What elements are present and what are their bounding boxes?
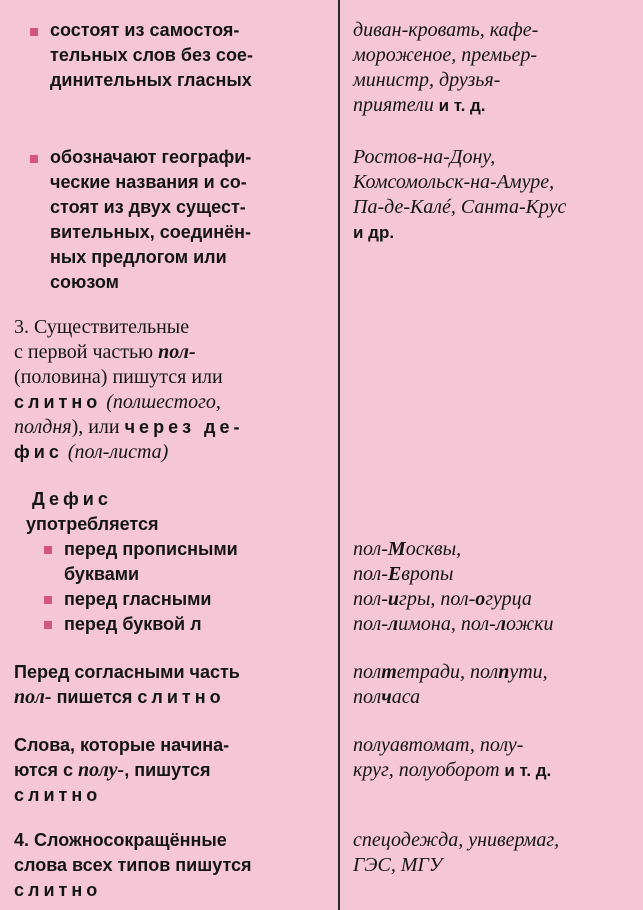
example-5-line-1	[353, 660, 638, 685]
text-segment: етради, пол	[396, 661, 499, 683]
rule-3-line-5	[14, 415, 329, 440]
italic-segment: (полшестого,	[101, 391, 221, 413]
example-4-line-4	[353, 612, 638, 637]
right-block-2	[353, 145, 638, 245]
bullet-icon	[30, 28, 38, 36]
text-segment: с первой частью	[14, 341, 159, 363]
left-b1-line-1: состоят из самостоя-	[50, 20, 240, 40]
rule-7-line-2: слова всех типов пишутся	[14, 855, 252, 875]
emphasis-segment: ч	[381, 686, 392, 708]
text-segment: пол-	[353, 563, 388, 585]
emphasis-segment: Е	[387, 563, 402, 585]
example-2-line-1: Ростов-на-Дону,	[353, 146, 496, 168]
bullet-icon	[44, 546, 52, 554]
left-block-4	[14, 487, 329, 637]
example-4-line-3	[353, 587, 638, 612]
text-segment: пишется	[51, 687, 138, 707]
hyphen-item-1: перед прописными	[64, 539, 238, 559]
rule-7-line-3: слитно	[14, 880, 102, 900]
rule-3-line-2	[14, 340, 329, 365]
left-b1-line-2: тельных слов без сое-	[50, 45, 253, 65]
hyphen-item-3: перед буквой л	[64, 614, 202, 634]
italic-segment: круг, полуоборот	[353, 759, 500, 781]
left-b2-line-1: обозначают географи-	[50, 147, 252, 167]
emphasis-segment: л	[387, 613, 399, 635]
emphasis-segment: о	[475, 588, 486, 610]
left-b2-line-6: союзом	[50, 272, 119, 292]
text-segment: гурца	[485, 588, 532, 610]
italic-segment: приятели	[353, 94, 434, 116]
rule-6-line-2	[14, 758, 329, 783]
example-4-line-2	[353, 562, 638, 587]
rule-5-line-1: Перед согласными часть	[14, 662, 240, 682]
left-b1-line-3: динительных гласных	[50, 70, 252, 90]
rule-7-line-1: 4. Сложносокращённые	[14, 830, 227, 850]
emphasis-segment: М	[387, 538, 406, 560]
rule-3-line-3: (половина) пишутся или	[14, 366, 223, 388]
emphasis-segment: полу-	[78, 759, 125, 781]
left-b2-line-5: ных предлогом или	[50, 247, 227, 267]
right-block-7	[353, 828, 638, 878]
text-segment: имона, пол-	[398, 613, 496, 635]
example-2-line-4: и др.	[353, 223, 395, 242]
spaced-segment: через де-	[124, 417, 244, 437]
example-2-line-3: Па-де-Калé, Санта-Крус	[353, 196, 567, 218]
right-block-6	[353, 733, 638, 783]
text-segment: пол	[353, 686, 382, 708]
example-1-line-2: мороженое, премьер-	[353, 44, 538, 66]
text-segment: и т. д.	[433, 96, 486, 115]
right-block-5	[353, 660, 638, 710]
left-block-7	[14, 828, 329, 903]
example-1-line-1: диван-кровать, кафе-	[353, 19, 539, 41]
left-block-6	[14, 733, 329, 808]
hyphen-item-2: перед гласными	[64, 589, 212, 609]
right-block-1	[353, 18, 638, 118]
example-7-line-2: ГЭС, МГУ	[353, 854, 443, 876]
column-divider	[338, 0, 340, 910]
example-1-line-3: министр, друзья-	[353, 69, 501, 91]
text-segment: ожки	[506, 613, 554, 635]
rule-3-line-4	[14, 390, 329, 415]
text-segment: и т. д.	[499, 761, 552, 780]
text-segment: пол	[353, 661, 382, 683]
text-segment: аса	[391, 686, 421, 708]
rule-5-line-2	[14, 685, 329, 710]
example-1-line-4	[353, 93, 638, 118]
bullet-icon	[30, 155, 38, 163]
example-6-line-2	[353, 758, 638, 783]
rule-6-line-3: слитно	[14, 785, 102, 805]
left-b2-line-2: ческие названия и со-	[50, 172, 247, 192]
italic-segment: полдня	[14, 416, 72, 438]
text-segment: ются с	[14, 760, 79, 780]
left-block-3	[14, 315, 329, 465]
text-segment: вропы	[401, 563, 454, 585]
spaced-segment: слитно	[14, 392, 102, 412]
rule-6-line-1: Слова, которые начина-	[14, 735, 230, 755]
emphasis-segment: т	[381, 661, 397, 683]
emphasis-segment: и	[387, 588, 400, 610]
left-b2-line-3: стоят из двух сущест-	[50, 197, 246, 217]
left-block-1	[14, 18, 329, 93]
emphasis-segment: л	[495, 613, 506, 635]
italic-segment: (пол-листа)	[62, 441, 169, 463]
bullet-icon	[44, 621, 52, 629]
example-6-line-1: полуавтомат, полу-	[353, 734, 524, 756]
text-segment: ), или	[71, 416, 125, 438]
right-block-4	[353, 537, 638, 637]
example-5-line-2	[353, 685, 638, 710]
emphasis-segment: п	[498, 661, 510, 683]
left-block-5	[14, 660, 329, 710]
spaced-segment: слитно	[137, 687, 225, 707]
text-segment: пол-	[353, 613, 388, 635]
example-7-line-1: спецодежда, универмаг,	[353, 829, 560, 851]
example-2-line-2: Комсомольск-на-Амуре,	[353, 171, 555, 193]
text-segment: осквы,	[405, 538, 462, 560]
text-segment: гры, пол-	[399, 588, 476, 610]
text-segment: , пишутся	[124, 760, 211, 780]
left-b2-line-4: вительных, соединён-	[50, 222, 251, 242]
text-segment: ути,	[509, 661, 548, 683]
text-segment: пол-	[353, 538, 388, 560]
bullet-icon	[44, 596, 52, 604]
spaced-segment: фис	[14, 442, 63, 462]
emphasis-segment: пол-	[14, 686, 52, 708]
rule-3-title: 3. Существительные	[14, 316, 190, 338]
hyphen-item-1-cont: буквами	[64, 564, 140, 584]
text-segment: пол-	[353, 588, 388, 610]
rule-3-line-6	[14, 440, 329, 465]
example-4-line-1	[353, 537, 638, 562]
left-block-2	[14, 145, 329, 295]
hyphen-subtitle: употребляется	[26, 514, 159, 534]
emphasis-segment: пол-	[158, 341, 196, 363]
hyphen-title: Дефис	[32, 489, 112, 509]
